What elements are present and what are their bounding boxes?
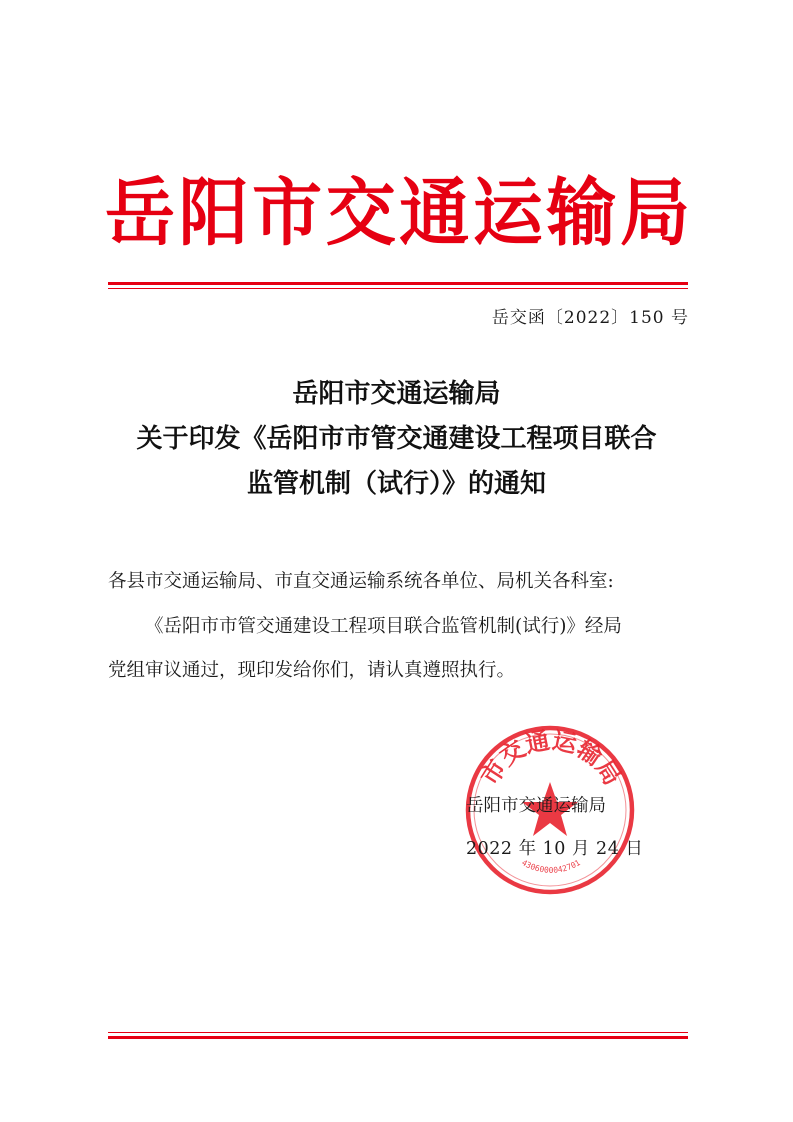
svg-text:4306000042701: [520, 858, 582, 875]
masthead-char: 输: [546, 169, 617, 257]
document-title: [100, 372, 693, 507]
body-paragraph-line: 党组审议通过，现印发给你们，请认真遵照执行。: [108, 660, 516, 681]
header-divider-thick: [108, 282, 688, 285]
signature-date: 2022 年 10 月 24 日: [466, 839, 644, 859]
title-line: 监管机制（试行）》的通知: [246, 469, 546, 499]
masthead-char: 运: [472, 169, 543, 257]
masthead-char: 交: [325, 169, 396, 257]
body-paragraph-line: 《岳阳市市管交通建设工程项目联合监管机制(试行)》经局: [145, 616, 622, 637]
footer-divider-thick: [108, 1036, 688, 1039]
title-line: 岳阳市交通运输局: [292, 379, 501, 409]
header-divider-thin: [108, 288, 688, 289]
masthead-char: 通: [399, 169, 470, 257]
footer-divider-thin: [108, 1032, 688, 1033]
masthead-char: 局: [619, 169, 690, 257]
salutation: 各县市交通运输局、市直交通运输系统各单位、局机关各科室:: [108, 571, 614, 592]
signature-org: 岳阳市交通运输局: [466, 796, 606, 816]
masthead-char: 岳: [105, 169, 175, 257]
seal-number: 4306000042701: [520, 858, 582, 875]
seal-text: 市交通运输局: [475, 726, 627, 791]
document-number: 岳交函〔2022〕150 号: [491, 308, 689, 328]
masthead-char: 阳: [178, 169, 249, 257]
title-line: 关于印发《岳阳市市管交通建设工程项目联合: [136, 424, 657, 454]
masthead-char: 市: [252, 169, 323, 257]
org-masthead: [105, 163, 690, 263]
svg-text:市交通运输局: [475, 726, 626, 790]
